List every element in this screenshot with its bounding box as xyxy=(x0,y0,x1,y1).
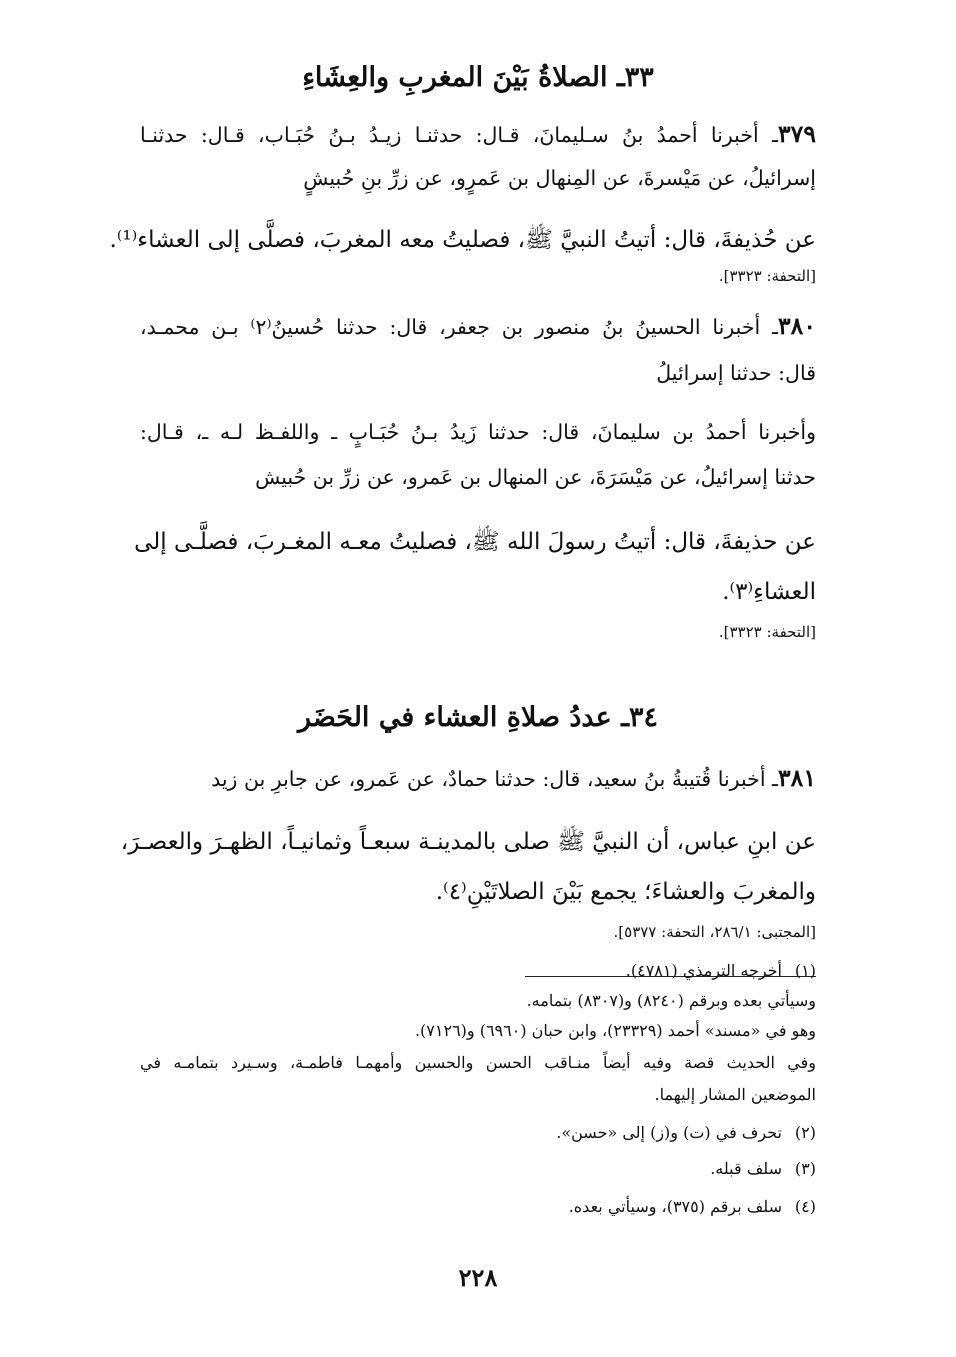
hadith-number: ٣٧٩ xyxy=(778,120,816,148)
footnote-marker: (٤) xyxy=(794,1197,816,1216)
footnote-text: سلف قبله. xyxy=(710,1159,782,1178)
mujtaba-tuhfa-reference: [المجتبى: ٢٨٦/١، التحفة: ٥٣٧٧]. xyxy=(613,923,816,941)
footnote-1 xyxy=(140,958,816,984)
hadith-379-line-1 xyxy=(140,116,816,153)
footnote-text: أخرجه الترمذي (٤٧٨١). xyxy=(625,961,782,980)
footnote-text: سلف برقم (٣٧٥)، وسيأتي بعده. xyxy=(568,1197,782,1216)
footnote-1-continuation: وسيأتي بعده وبرقم (٨٢٤٠) و(٨٣٠٧) بتمامه. xyxy=(526,991,816,1010)
section-heading-34: ٣٤ـ عددُ صلاةِ العشاء في الحَضَر xyxy=(297,702,659,733)
footnote-marker: (٢) xyxy=(794,1123,816,1142)
footnote-text: تحرف في (ت) و(ز) إلى «حسن». xyxy=(556,1123,782,1142)
section-heading-33: ٣٣ـ الصلاةُ بَيْنَ المغربِ والعِشَاءِ xyxy=(302,62,654,93)
tuhfa-reference: [التحفة: ٣٣٢٣]. xyxy=(718,623,816,641)
hadith-381-line-3: والمغربَ والعشاءَ؛ يجمع بَيْنَ الصلاتَيْنِ⁽٤⁾. xyxy=(435,879,816,905)
footnote-1-continuation: الموضعين المشار إليهما. xyxy=(654,1085,816,1104)
footnote-marker: (١) xyxy=(794,961,816,980)
page-number: ٢٢٨ xyxy=(458,1263,498,1292)
footnote-3 xyxy=(140,1156,816,1182)
hadith-380-line-4: حدثنا إسرائيلُ، عن مَيْسَرَةَ، عن المنهال بن عَمرو، عن زرِّ بن حُبيش xyxy=(255,465,816,489)
hadith-number: ٣٨١ xyxy=(778,764,816,792)
footnote-marker: (٣) xyxy=(794,1159,816,1178)
hadith-380-line-3: وأخبرنا أحمدُ بن سليمانَ، قال: حدثنا زَيدُ بـنُ حُبَـابٍ ـ واللفـظ لـه ـ، قـال: xyxy=(140,420,816,444)
footnote-1-continuation: وهو في «مسند» أحمد (٢٣٣٢٩)، وابن حبان (٦٩٦٠) و(٧١٢٦). xyxy=(414,1021,816,1040)
footnote-1-continuation: وفي الحديث قصة وفيه أيضاً منـاقب الحسن والحسين وأمهمـا فاطمـة، وسـيرد بتمامـه في xyxy=(140,1053,816,1072)
hadith-380-line-5: عن حذيفةَ، قال: أتيتُ رسولَ الله ﷺ، فصليتُ معـه المغـربَ، فصلَّـى إلى xyxy=(134,529,816,555)
hadith-381-line-2: عن ابنِ عباس، أن النبيَّ ﷺ صلى بالمدينـة سبعـاً وثمانيـاً، الظهـرَ والعصـرَ، xyxy=(120,829,816,855)
hadith-380-line-2: قال: حدثنا إسرائيلُ xyxy=(656,361,816,385)
hadith-381-line-1 xyxy=(140,760,816,797)
hadith-380-line-6: العشاءِ⁽٣⁾. xyxy=(722,579,816,605)
hadith-380-line-1 xyxy=(140,308,816,345)
hadith-379-line-2: إسرائيلُ، عن مَيْسرةَ، عن المِنهال بن عَمرٍو، عن زرِّ بنِ حُبيشٍ xyxy=(303,166,816,190)
hadith-text: ـ أخبرنا الحسينُ بنُ منصور بن جعفر، قال: حدثنا حُسينُ⁽٢⁾ بـن محمـد، xyxy=(140,315,779,339)
hadith-text: ـ أخبرنا أحمدُ بنُ سـليمانَ، قـال: حدثنـا زيـدُ بـنُ حُبَـاب، قـال: حدثنـا xyxy=(140,123,779,147)
hadith-379-line-3: عن حُذيفةَ، قال: أتيتُ النبيَّ ﷺ، فصليتُ معه المغربَ، فصلَّى إلى العشاء⁽¹⁾. xyxy=(109,227,816,253)
hadith-number: ٣٨٠ xyxy=(778,312,816,340)
footnote-4 xyxy=(140,1194,816,1220)
tuhfa-reference: [التحفة: ٣٣٢٣]. xyxy=(718,267,816,285)
hadith-text: ـ أخبرنا قُتيبةُ بنُ سعيد، قال: حدثنا حمادٌ، عن عَمرو، عن جابرِ بن زيد xyxy=(211,767,779,791)
footnote-2 xyxy=(140,1120,816,1146)
